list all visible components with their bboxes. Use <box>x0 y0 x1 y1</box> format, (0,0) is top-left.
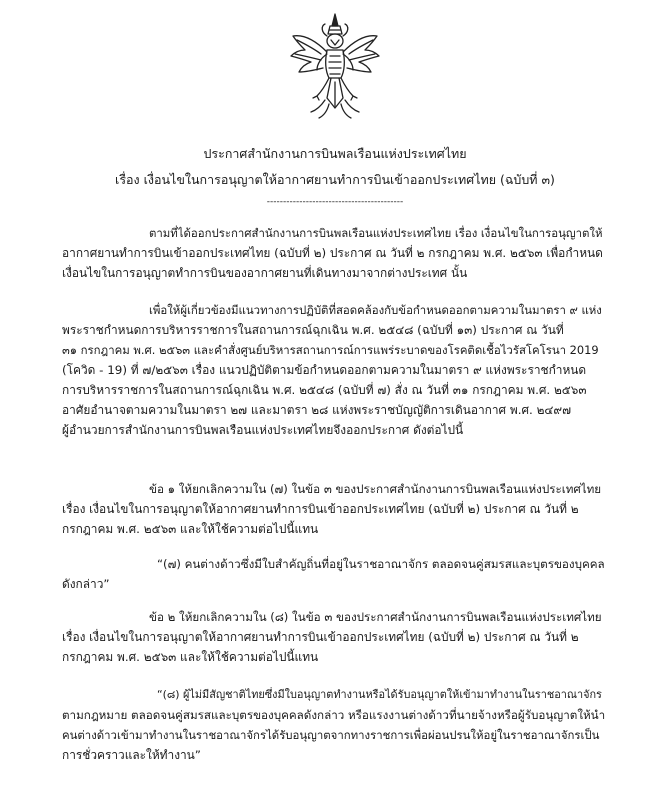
paragraph-line: การชั่วคราวและให้ทำงาน” <box>62 748 201 762</box>
paragraph-line: เงื่อนไขในการอนุญาตทำการบินของอากาศยานที่เดินทางมาจากต่างประเทศ นั้น <box>62 266 468 280</box>
paragraph-line: กรกฎาคม พ.ศ. ๒๕๖๓ และให้ใช้ความต่อไปนี้แทน <box>62 522 319 536</box>
paragraph-line: คนต่างด้าวเข้ามาทำงานในราชอาณาจักรได้รับอนุญาตจากทางราชการเพื่อผ่อนปรนให้อยู่ในราชอาณาจักรเป็น <box>62 728 600 742</box>
paragraph-line: ข้อ ๒ ให้ยกเลิกความใน (๘) ในข้อ ๓ ของประกาศสำนักงานการบินพลเรือนแห่งประเทศไทย <box>149 610 602 624</box>
paragraph-clause-1-text <box>62 554 608 594</box>
paragraph-line: เพื่อให้ผู้เกี่ยวข้องมีแนวทางการปฏิบัติที่สอดคล้องกับข้อกำหนดออกตามความในมาตรา ๙ แห่ง <box>149 303 602 317</box>
paragraph-clause-1 <box>62 479 608 539</box>
garuda-emblem-icon <box>287 12 383 122</box>
paragraph-line: พระราชกำหนดการบริหารราชการในสถานการณ์ฉุกเฉิน พ.ศ. ๒๕๔๘ (ฉบับที่ ๑๓) ประกาศ ณ วันที่ <box>62 323 564 337</box>
paragraph-line: ตามที่ได้ออกประกาศสำนักงานการบินพลเรือนแห่งประเทศไทย เรื่อง เงื่อนไขในการอนุญาตให้ <box>149 226 603 240</box>
paragraph-line: การบริหารราชการในสถานการณ์ฉุกเฉิน พ.ศ. ๒๕๔๘ (ฉบับที่ ๗) สั่ง ณ วันที่ ๓๑ กรกฎาคม พ.ศ. ๒๕๖๓ <box>62 383 587 397</box>
paragraph-line: เรื่อง เงื่อนไขในการอนุญาตให้อากาศยานทำการบินเข้าออกประเทศไทย (ฉบับที่ ๒) ประกาศ ณ วันที่ ๒ <box>62 630 579 644</box>
title-line-2: เรื่อง เงื่อนไขในการอนุญาตให้อากาศยานทำการบินเข้าออกประเทศไทย (ฉบับที่ ๓) <box>115 172 555 187</box>
paragraph-line: เรื่อง เงื่อนไขในการอนุญาตให้อากาศยานทำการบินเข้าออกประเทศไทย (ฉบับที่ ๒) ประกาศ ณ วันที่ ๒ <box>62 502 579 516</box>
paragraph-line: ข้อ ๑ ให้ยกเลิกความใน (๗) ในข้อ ๓ ของประกาศสำนักงานการบินพลเรือนแห่งประเทศไทย <box>149 482 602 496</box>
paragraph-line: (โควิด - 19) ที่ ๗/๒๕๖๓ เรื่อง แนวปฏิบัติตามข้อกำหนดออกตามความในมาตรา ๙ แห่งพระราชกำหนด <box>62 363 587 377</box>
paragraph-preamble <box>62 223 608 283</box>
paragraph-authority <box>62 300 608 440</box>
paragraph-line: อากาศยานทำการบินเข้าออกประเทศไทย (ฉบับที่ ๒) ประกาศ ณ วันที่ ๒ กรกฎาคม พ.ศ. ๒๕๖๓ เพื่อกำหนด <box>62 246 603 260</box>
paragraph-line: ๓๑ กรกฎาคม พ.ศ. ๒๕๖๓ และคำสั่งศูนย์บริหารสถานการณ์การแพร่ระบาดของโรคติดเชื้อไวรัสโคโรนา 2019 <box>62 343 599 357</box>
paragraph-line: ตามกฎหมาย ตลอดจนคู่สมรสและบุตรของบุคคลดังกล่าว หรือแรงงานต่างด้าวที่นายจ้างหรือผู้รับอนุญาตให้นำ <box>62 708 606 722</box>
paragraph-clause-2 <box>62 607 608 667</box>
separator-line: ------------------------------------------ <box>266 197 404 207</box>
paragraph-line: ผู้อำนวยการสำนักงานการบินพลเรือนแห่งประเทศไทยจึงออกประกาศ ดังต่อไปนี้ <box>62 423 464 437</box>
paragraph-clause-2-text <box>62 685 608 765</box>
paragraph-line: “(๗) คนต่างด้าวซึ่งมีใบสำคัญถิ่นที่อยู่ในราชอาณาจักร ตลอดจนคู่สมรสและบุตรของบุคคล <box>157 557 605 571</box>
paragraph-line: ดังกล่าว” <box>62 577 110 591</box>
paragraph-line: กรกฎาคม พ.ศ. ๒๕๖๓ และให้ใช้ความต่อไปนี้แทน <box>62 650 319 664</box>
paragraph-line: “(๘) ผู้ไม่มีสัญชาติไทยซึ่งมีใบอนุญาตทำงานหรือได้รับอนุญาตให้เข้ามาทำงานในราชอาณาจักร <box>157 688 602 701</box>
paragraph-line: อาศัยอำนาจตามความในมาตรา ๒๗ และมาตรา ๒๘ แห่งพระราชบัญญัติการเดินอากาศ พ.ศ. ๒๔๙๗ <box>62 403 572 417</box>
title-line-1: ประกาศสำนักงานการบินพลเรือนแห่งประเทศไทย <box>203 146 467 161</box>
